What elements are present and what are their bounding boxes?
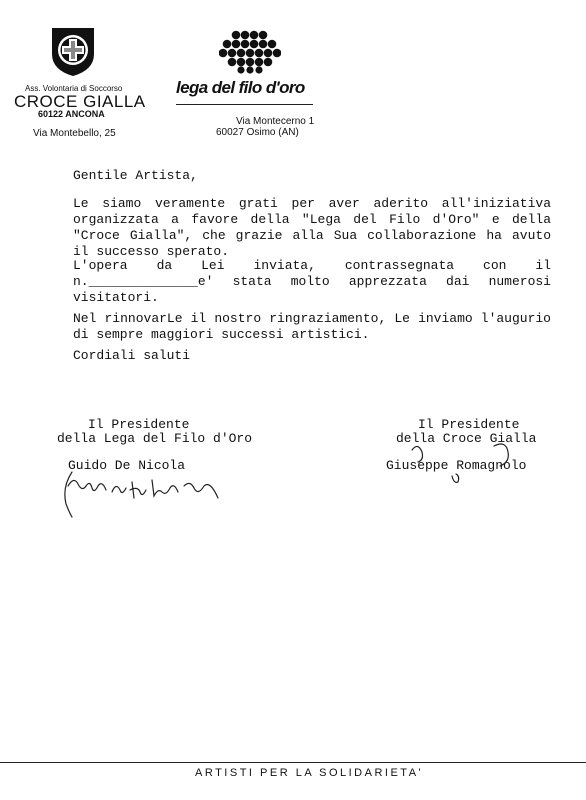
footer-motto: ARTISTI PER LA SOLIDARIETA': [195, 767, 424, 779]
left-signatory-title: Il Presidente: [88, 417, 190, 432]
left-signatory-name: Guido De Nicola: [68, 458, 186, 473]
left-handwritten-signature: [60, 462, 230, 522]
lega-address-line1: Via Montecerno 1: [236, 116, 315, 127]
lega-name: lega del filo d'oro: [176, 78, 305, 97]
croce-gialla-shield-logo: [50, 24, 96, 78]
left-signatory-org: della Lega del Filo d'Oro: [57, 431, 253, 446]
croce-name: CROCE GIALLA: [14, 92, 146, 111]
lega-dots-logo: [219, 30, 281, 74]
paragraph-2-line3: visitatori.: [73, 290, 159, 305]
right-signatory-title: Il Presidente: [418, 417, 520, 432]
salutation: Gentile Artista,: [73, 168, 198, 183]
closing: Cordiali saluti: [73, 348, 191, 363]
croce-assoc-label: Ass. Volontaria di Soccorso: [25, 84, 123, 93]
right-signatory-org: della Croce Gialla: [396, 431, 537, 446]
lega-divider: [176, 104, 313, 105]
paragraph-1: Le siamo veramente grati per aver aderito all'iniziativa organizzata a favore della "Lega del Filo d'Oro" e della "Croce Gialla", che grazie alla Sua collaborazione ha avuto il successo sperato.: [73, 196, 551, 259]
paragraph-2-line2: n.______________e' stata molto apprezzata dai numerosi: [73, 274, 551, 289]
croce-cap: 60122 ANCONA: [38, 109, 105, 119]
paragraph-2-line1: L'opera da Lei inviata, contrassegnata con il: [73, 258, 551, 273]
lega-address-line2: 60027 Osimo (AN): [216, 127, 299, 138]
croce-address: Via Montebello, 25: [33, 128, 116, 139]
right-handwritten-signature: [408, 440, 528, 490]
footer-divider: [0, 762, 586, 763]
right-signatory-name: Giuseppe Romagnolo: [386, 458, 527, 473]
paragraph-3: Nel rinnovarLe il nostro ringraziamento, Le inviamo l'augurio di sempre maggiori successi artistici.: [73, 311, 551, 342]
